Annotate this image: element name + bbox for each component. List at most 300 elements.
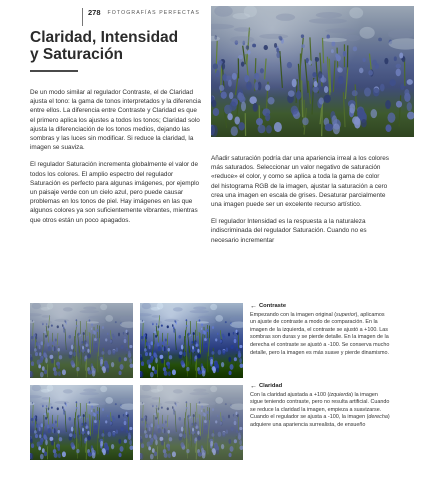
bluebell-blossom: [48, 346, 51, 351]
bluebell-blossom: [167, 446, 170, 451]
hero-photo-bluebells: [211, 6, 414, 137]
bluebell-blossom: [97, 329, 99, 332]
bluebell-blossom: [239, 445, 243, 450]
bluebell-blossom: [256, 118, 263, 125]
bluebell-blossom: [123, 414, 125, 417]
bluebell-blossom: [52, 346, 54, 351]
bluebell-blossom: [164, 453, 168, 458]
background-blur: [208, 319, 216, 323]
bluebell-blossom: [107, 415, 109, 417]
bluebell-blossom: [246, 45, 249, 49]
bluebell-blossom: [213, 108, 219, 116]
bluebell-blossom: [155, 358, 158, 364]
bluebell-blossom: [148, 364, 151, 368]
title-underline: [30, 70, 78, 72]
bluebell-blossom: [118, 357, 121, 362]
bluebell-blossom: [54, 453, 58, 458]
bluebell-blossom: [115, 403, 117, 405]
bluebell-blossom: [152, 448, 155, 453]
bluebell-blossom: [118, 439, 121, 444]
bluebell-blossom: [225, 321, 227, 323]
background-blur: [83, 388, 96, 392]
bluebell-blossom: [105, 361, 108, 366]
bluebell-blossom: [100, 359, 103, 365]
bluebell-blossom: [49, 437, 53, 441]
bluebell-blossom: [73, 351, 76, 356]
bluebell-blossom: [247, 50, 251, 55]
bluebell-blossom: [315, 57, 319, 62]
bluebell-blossom: [389, 79, 395, 86]
bluebell-blossom: [151, 341, 154, 345]
bluebell-blossom: [234, 418, 237, 421]
bluebell-blossom: [378, 38, 382, 42]
bluebell-blossom: [302, 118, 308, 126]
bluebell-blossom: [145, 336, 147, 340]
background-blur: [309, 18, 347, 24]
flower-stem: [243, 46, 246, 65]
bluebell-blossom: [232, 73, 237, 80]
bluebell-blossom: [211, 351, 214, 355]
bluebell-blossom: [276, 52, 280, 58]
bluebell-blossom: [189, 334, 191, 337]
bluebell-blossom: [84, 422, 86, 426]
flower-stem: [97, 352, 98, 372]
flower-stem: [76, 428, 77, 449]
bluebell-blossom: [48, 408, 50, 410]
bluebell-blossom: [111, 444, 114, 449]
bluebell-blossom: [363, 58, 366, 62]
bluebell-blossom: [145, 434, 148, 438]
bluebell-blossom: [44, 369, 47, 374]
bluebell-blossom: [146, 342, 148, 347]
background-blur: [214, 6, 233, 17]
bluebell-blossom: [338, 76, 344, 84]
background-blur: [140, 395, 152, 398]
bluebell-blossom: [87, 354, 91, 359]
background-blur: [63, 389, 73, 393]
bluebell-blossom: [222, 350, 225, 355]
caption-heading: [250, 303, 390, 311]
bluebell-blossom: [145, 418, 147, 422]
caption-emphasis: derecha: [368, 414, 388, 421]
bluebell-blossom: [228, 80, 232, 87]
bluebell-blossom: [173, 329, 175, 333]
bluebell-blossom: [192, 346, 194, 349]
background-blur: [230, 403, 243, 410]
bluebell-blossom: [36, 424, 38, 429]
bluebell-blossom: [226, 348, 228, 352]
flower-stem: [235, 354, 236, 372]
bluebell-blossom: [236, 347, 238, 351]
bluebell-blossom: [154, 352, 156, 356]
flower-stem: [302, 80, 303, 117]
bluebell-blossom: [144, 348, 147, 352]
bluebell-blossom: [123, 332, 125, 335]
bluebell-blossom: [110, 422, 112, 425]
bluebell-blossom: [197, 349, 199, 353]
bluebell-blossom: [238, 353, 241, 358]
bluebell-blossom: [254, 73, 260, 80]
bluebell-blossom: [239, 440, 242, 445]
bluebell-blossom: [331, 49, 334, 53]
bluebell-blossom: [220, 422, 222, 425]
bluebell-blossom: [158, 428, 161, 433]
bluebell-blossom: [222, 416, 224, 419]
bluebell-blossom: [51, 358, 54, 363]
bluebell-blossom: [235, 412, 237, 415]
flower-stem: [78, 334, 80, 353]
bluebell-blossom: [217, 333, 219, 335]
bluebell-blossom: [110, 340, 112, 343]
background-blur: [142, 303, 151, 309]
bluebell-blossom: [63, 327, 64, 330]
bluebell-blossom: [68, 417, 71, 421]
flower-stem: [75, 321, 76, 338]
bluebell-blossom: [39, 352, 41, 356]
body-paragraph: El regulador Intensidad es la respuesta a la naturaleza indiscriminada del regulador Saturación. Cuando no es necesario incrementar: [211, 218, 367, 244]
flower-stem: [355, 84, 356, 109]
background-blur: [234, 27, 251, 31]
bluebell-blossom: [100, 441, 103, 447]
flower-stem: [185, 403, 186, 420]
bluebell-blossom: [49, 355, 53, 359]
bluebell-blossom: [212, 448, 216, 453]
bluebell-blossom: [216, 368, 219, 373]
bluebell-blossom: [141, 443, 144, 448]
bluebell-blossom: [244, 75, 249, 82]
flower-stem: [220, 412, 221, 422]
bluebell-blossom: [85, 437, 88, 441]
bluebell-blossom: [186, 367, 189, 371]
background-blur: [198, 316, 214, 319]
bluebell-blossom: [124, 418, 127, 421]
bluebell-blossom: [102, 366, 106, 371]
bluebell-blossom: [129, 440, 132, 445]
bluebell-blossom: [91, 410, 92, 412]
bluebell-blossom: [120, 364, 124, 370]
bluebell-blossom: [227, 113, 232, 120]
bluebell-blossom: [84, 340, 86, 344]
bluebell-blossom: [158, 408, 160, 410]
background-blur: [190, 310, 209, 313]
bluebell-blossom: [163, 449, 167, 453]
bluebell-blossom: [141, 336, 144, 339]
bluebell-blossom: [41, 423, 44, 427]
bluebell-blossom: [51, 407, 53, 409]
bluebell-blossom: [234, 116, 240, 124]
background-blur: [42, 315, 51, 318]
bluebell-blossom: [94, 338, 97, 341]
bluebell-blossom: [120, 446, 124, 452]
bluebell-blossom: [157, 342, 159, 346]
bluebell-blossom: [38, 446, 41, 450]
bluebell-blossom: [178, 335, 181, 339]
bluebell-blossom: [76, 401, 78, 403]
bluebell-blossom: [155, 335, 157, 338]
bluebell-blossom: [154, 434, 156, 438]
bluebell-blossom: [31, 443, 34, 448]
caption-heading: [250, 383, 390, 391]
bluebell-blossom: [161, 325, 163, 327]
bluebell-blossom: [183, 433, 186, 438]
bluebell-blossom: [229, 371, 232, 375]
bluebell-blossom: [85, 355, 88, 359]
background-blur: [98, 319, 106, 323]
bluebell-blossom: [125, 412, 127, 415]
bluebell-blossom: [193, 332, 195, 335]
background-blur: [197, 321, 209, 323]
bluebell-blossom: [385, 124, 391, 132]
bluebell-blossom: [39, 440, 43, 445]
bluebell-flowers: [140, 303, 243, 378]
background-blur: [193, 306, 206, 310]
background-blur: [230, 398, 243, 404]
flower-stem: [110, 412, 111, 422]
bluebell-blossom: [88, 452, 92, 456]
bluebell-blossom: [140, 371, 143, 378]
flower-stem: [188, 416, 190, 435]
bluebell-blossom: [149, 434, 151, 438]
bluebell-blossom: [352, 116, 359, 124]
bluebell-blossom: [142, 340, 144, 344]
left-arrow-icon: ←: [250, 383, 257, 391]
bluebell-blossom: [231, 345, 234, 349]
flower-stem: [175, 411, 176, 432]
flower-stem: [186, 428, 187, 449]
bluebell-blossom: [105, 443, 108, 448]
background-blur: [120, 403, 133, 410]
bluebell-blossom: [338, 67, 343, 72]
bluebell-blossom: [233, 414, 235, 417]
bluebell-blossom: [83, 332, 85, 335]
bluebell-blossom: [241, 102, 246, 112]
bluebell-blossom: [400, 83, 404, 90]
bluebell-blossom: [34, 430, 37, 434]
bluebell-blossom: [191, 341, 193, 344]
bluebell-blossom: [407, 79, 413, 85]
background-blur: [210, 304, 217, 310]
bluebell-blossom: [238, 435, 241, 440]
running-header: [82, 8, 200, 26]
thumb-clarity-minus: [140, 385, 243, 460]
flower-stem: [76, 346, 77, 367]
thumb-contrast-plus: [30, 303, 133, 378]
background-blur: [40, 402, 52, 406]
flower-stem: [75, 403, 76, 420]
bluebell-blossom: [173, 327, 174, 330]
bluebell-blossom: [246, 81, 252, 90]
bluebell-blossom: [324, 86, 328, 93]
bluebell-blossom: [42, 366, 45, 371]
bluebell-blossom: [48, 428, 51, 433]
bluebell-blossom: [204, 338, 207, 341]
bluebell-blossom: [142, 422, 144, 426]
bluebell-blossom: [124, 357, 127, 361]
bluebell-blossom: [31, 361, 34, 366]
bluebell-blossom: [407, 102, 412, 111]
bluebell-blossom: [234, 339, 237, 343]
bluebell-blossom: [105, 338, 107, 341]
background-blur: [210, 386, 217, 392]
flower-stem: [125, 354, 126, 372]
bluebell-blossom: [141, 418, 144, 421]
bluebell-blossom: [167, 348, 170, 352]
background-blur: [259, 34, 288, 39]
background-blur: [388, 29, 413, 39]
background-blur: [30, 402, 35, 405]
bluebell-blossom: [226, 430, 228, 434]
bluebell-blossom: [318, 71, 322, 78]
bluebell-flowers: [140, 385, 243, 460]
bluebell-blossom: [129, 363, 133, 368]
background-blur: [80, 392, 99, 395]
background-blur: [151, 307, 160, 311]
bluebell-blossom: [51, 325, 53, 327]
background-blur: [105, 315, 113, 322]
bluebell-blossom: [158, 410, 160, 413]
bluebell-blossom: [53, 367, 57, 371]
bluebell-blossom: [39, 427, 41, 431]
bluebell-blossom: [231, 427, 234, 431]
bluebell-blossom: [204, 343, 207, 348]
bluebell-blossom: [162, 428, 164, 433]
bluebell-blossom: [195, 437, 198, 441]
caption-body: [250, 312, 390, 358]
bluebell-blossom: [219, 85, 224, 91]
bluebell-blossom: [221, 444, 224, 449]
bluebell-blossom: [34, 348, 37, 352]
bluebell-blossom: [229, 453, 232, 457]
bluebell-blossom: [87, 436, 91, 441]
bluebell-blossom: [167, 430, 170, 434]
bluebell-flowers: [30, 385, 133, 460]
bluebell-blossom: [220, 340, 222, 343]
bluebell-blossom: [301, 34, 304, 38]
bluebell-blossom: [312, 72, 316, 77]
background-blur: [233, 13, 251, 19]
bluebell-blossom: [203, 412, 205, 415]
bluebell-blossom: [169, 437, 173, 441]
bluebell-blossom: [70, 360, 74, 365]
background-blur: [316, 12, 342, 18]
thumb-contrast-minus: [140, 303, 243, 378]
body-column-2: [211, 154, 389, 253]
background-blur: [323, 38, 347, 42]
bluebell-blossom: [222, 432, 225, 437]
bluebell-blossom: [203, 330, 205, 333]
bluebell-blossom: [253, 103, 258, 112]
bluebell-blossom: [159, 437, 163, 441]
bluebell-blossom: [48, 326, 50, 328]
bluebell-blossom: [54, 371, 58, 376]
body-paragraph: Añadir saturación podría dar una apariencia irreal a los colores más saturados. Seleccionar un valor negativo de saturación «reduce» el color, y como se aplica a toda la gama de color del histograma RGB de la imagen, ajustar la saturación a cero crea una imagen en escala de grises. Desaturar parcialmente una imagen puede ser un excelente recurso artístico.: [211, 155, 389, 209]
flower-stem: [98, 338, 99, 356]
bluebell-blossom: [45, 417, 47, 420]
background-blur: [30, 320, 35, 323]
page-number: 278: [88, 8, 101, 17]
bluebell-blossom: [254, 82, 258, 90]
bluebell-blossom: [92, 452, 96, 458]
bluebell-blossom: [79, 334, 81, 337]
bluebell-blossom: [158, 346, 161, 351]
bluebell-blossom: [396, 101, 402, 108]
background-blur: [164, 319, 179, 322]
bluebell-blossom: [35, 352, 38, 356]
caption-emphasis: izquierda: [329, 391, 352, 398]
background-blur: [152, 397, 161, 400]
bluebell-blossom: [215, 338, 217, 341]
bluebell-blossom: [62, 369, 66, 375]
bluebell-blossom: [128, 353, 131, 358]
bluebell-blossom: [167, 364, 170, 369]
bluebell-blossom: [274, 43, 277, 48]
bluebell-blossom: [40, 372, 44, 378]
bluebell-blossom: [189, 416, 191, 419]
bluebell-blossom: [76, 449, 79, 453]
bluebell-blossom: [292, 79, 297, 87]
bluebell-blossom: [111, 362, 114, 367]
body-paragraph: El regulador Saturación incrementa globalmente el valor de todos los colores. El amplio espectro del regulador Saturación es perfecto para algunas imágenes, por ejemplo un paisaje verde con un cielo azul, pero puede causar problemas en los tonos de piel. Hay imágenes en las que algunos colores ya son suficientemente vibrantes, mientras que otros están un poco apagados.: [30, 161, 200, 224]
bluebell-blossom: [30, 371, 33, 378]
flower-stem: [343, 92, 345, 127]
bluebell-blossom: [234, 439, 237, 443]
bluebell-blossom: [102, 448, 106, 453]
bluebell-blossom: [129, 445, 133, 450]
bluebell-blossom: [301, 44, 305, 48]
bluebell-blossom: [204, 420, 207, 423]
background-blur: [120, 316, 133, 322]
bluebell-blossom: [69, 433, 72, 437]
bluebell-blossom: [35, 418, 37, 422]
bluebell-blossom: [48, 410, 50, 413]
caption-heading-text: Claridad: [259, 383, 283, 389]
bluebell-blossom: [94, 343, 97, 348]
background-blur: [140, 313, 152, 316]
bluebell-blossom: [125, 330, 127, 333]
bluebell-blossom: [235, 330, 237, 333]
flower-stem: [97, 434, 98, 454]
bluebell-blossom: [141, 361, 144, 366]
bluebell-blossom: [324, 95, 331, 103]
bluebell-blossom: [76, 367, 79, 371]
bluebell-blossom: [39, 434, 41, 438]
bluebell-blossom: [229, 92, 234, 99]
bluebell-blossom: [230, 446, 234, 452]
bluebell-blossom: [274, 122, 282, 132]
flower-stem: [369, 54, 371, 72]
flower-stem: [197, 403, 198, 418]
flower-stem: [300, 38, 303, 67]
bluebell-blossom: [325, 124, 334, 132]
bluebell-blossom: [179, 351, 182, 355]
background-blur: [359, 27, 374, 39]
bluebell-blossom: [211, 433, 214, 437]
bluebell-blossom: [385, 100, 391, 109]
bluebell-blossom: [313, 81, 317, 87]
bluebell-blossom: [266, 125, 272, 133]
bluebell-blossom: [202, 370, 206, 376]
flower-stem: [78, 416, 80, 435]
flower-stem: [87, 403, 88, 418]
bluebell-blossom: [172, 451, 176, 457]
bluebell-blossom: [210, 359, 213, 365]
bluebell-blossom: [118, 415, 120, 419]
bluebell-blossom: [45, 440, 48, 446]
bluebell-blossom: [180, 442, 184, 447]
flower-stem: [345, 67, 347, 99]
bluebell-blossom: [31, 336, 34, 339]
background-blur: [30, 395, 42, 398]
